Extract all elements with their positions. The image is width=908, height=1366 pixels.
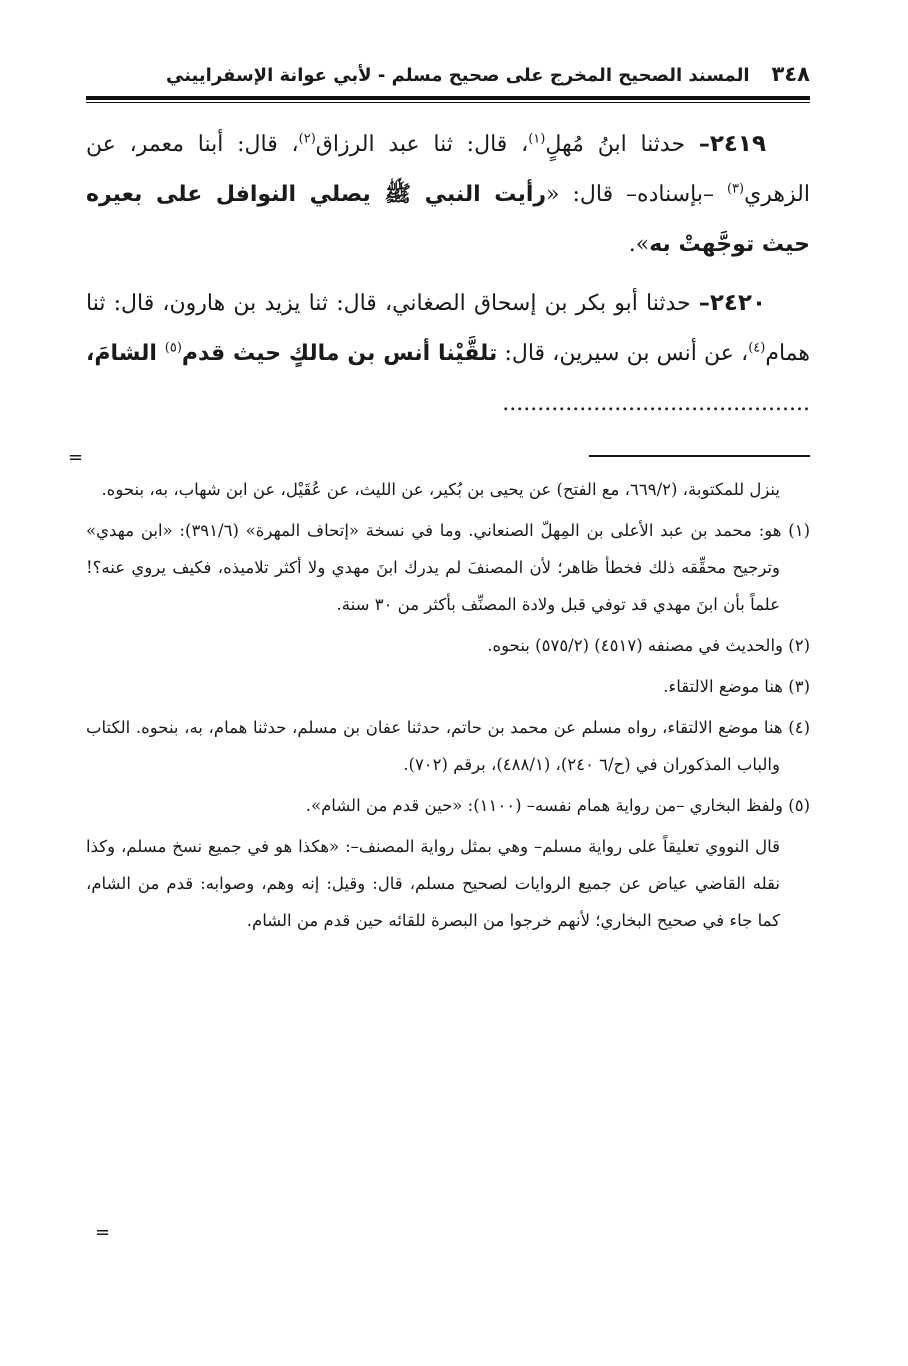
running-header bbox=[86, 62, 810, 92]
footnote-ref: (٥) bbox=[164, 340, 182, 356]
hadith-dash: – bbox=[698, 291, 710, 316]
continuation-mark: = bbox=[68, 447, 84, 468]
book-page bbox=[68, 62, 810, 943]
footnote-rule bbox=[589, 455, 810, 457]
main-text bbox=[86, 119, 810, 429]
hadith-2419 bbox=[86, 119, 810, 270]
hadith-matn: تلقَّيْنا أنس بن مالكٍ حيث قدم bbox=[181, 341, 498, 366]
hadith-number: ٢٤٢٠ bbox=[709, 290, 766, 316]
hadith-text: حدثنا أبو بكر بن إسحاق الصغاني، قال: ثنا يزيد بن هارون، قال: ثنا همام bbox=[86, 291, 810, 366]
hadith-2420 bbox=[86, 278, 810, 429]
footnote-ref: (٢) bbox=[298, 131, 316, 147]
footnote-separator bbox=[68, 445, 810, 469]
footnote-3: (٣) هنا موضع الالتقاء. bbox=[663, 677, 810, 696]
footnote-5-continuation: قال النووي تعليقاً على رواية مسلم– وهي بمثل رواية المصنف–: «هكذا هو في جميع نسخ مسلم، وكذا نقله القاضي عياض عن جميع الروايات لصحيح مسلم، قال: وقيل: إنه وهم، وصوابه: قدم من الشام، كما جاء في صحيح البخاري؛ لأنهم خرجوا من البصرة للقائه حين قدم من الشام. bbox=[86, 837, 780, 930]
hadith-dash: – bbox=[698, 132, 710, 157]
hadith-number: ٢٤١٩ bbox=[709, 131, 767, 157]
hadith-matn: رأيت النبي ﷺ يصلي النوافل على بعيره حيث توجَّهتْ به bbox=[86, 182, 810, 257]
footnote-2: (٢) والحديث في مصنفه (٤٥١٧) (٥٧٥/٢) بنحوه. bbox=[487, 636, 810, 655]
hadith-text: حدثنا ابنُ مُهلٍ bbox=[545, 132, 699, 157]
footnote-ref: (٤) bbox=[748, 340, 766, 356]
header-rule-thin bbox=[86, 102, 810, 103]
footnote-1: (١) هو: محمد بن عبد الأعلى بن المِهلّ الصنعاني. وما في نسخة «إتحاف المهرة» (٣٩١/٦): «ابن مهدي» وترجيح محقِّقه ذلك فخطأ ظاهر؛ لأن المصنفَ لم يدرك ابنَ مهدي ولا أكثر تلاميذه، فكيف يروي عنه؟! علماً بأن ابنَ مهدي قد توفي قبل ولادة المصنِّف بأكثر من ٣٠ سنة. bbox=[86, 521, 810, 614]
footnote-continuation: ينزل للمكتوبة، (٦٦٩/٢، مع الفتح) عن يحيى بن بُكير، عن الليث، عن عُقَيْل، عن ابن شهاب، به، بنحوه. bbox=[101, 480, 780, 499]
ellipsis-dots: ............................................ bbox=[502, 391, 810, 416]
footnote-5: (٥) ولفظ البخاري –من رواية همام نفسه– (١١٠٠): «حين قدم من الشام». bbox=[305, 796, 810, 815]
header-rule bbox=[86, 96, 810, 100]
hadith-matn: الشامَ، bbox=[86, 341, 165, 366]
footnote-ref: (١) bbox=[528, 131, 546, 147]
footnote-ref: (٣) bbox=[726, 181, 745, 197]
hadith-text: ، عن أنس بن سيرين، قال: bbox=[497, 341, 749, 366]
running-title: المسند الصحيح المخرج على صحيح مسلم - لأبي عوانة الإسفراييني bbox=[165, 65, 750, 86]
hadith-text: ، قال: أبنا معمر، عن الزهري bbox=[86, 132, 810, 207]
page-number: ٣٤٨ bbox=[771, 62, 810, 86]
footnotes bbox=[86, 471, 810, 939]
bottom-continuation-mark: = bbox=[95, 1222, 111, 1243]
hadith-text: ». bbox=[628, 232, 650, 257]
hadith-text: –بإسناده– قال: « bbox=[546, 182, 727, 207]
hadith-text: ، قال: ثنا عبد الرزاق bbox=[315, 132, 529, 157]
footnote-4: (٤) هنا موضع الالتقاء، رواه مسلم عن محمد بن حاتم، حدثنا عفان بن مسلم، حدثنا همام، به، بنحوه. الكتاب والباب المذكوران في (ح/٦ ٢٤٠)، (٤٨٨/١)، برقم (٧٠٢). bbox=[86, 718, 810, 774]
